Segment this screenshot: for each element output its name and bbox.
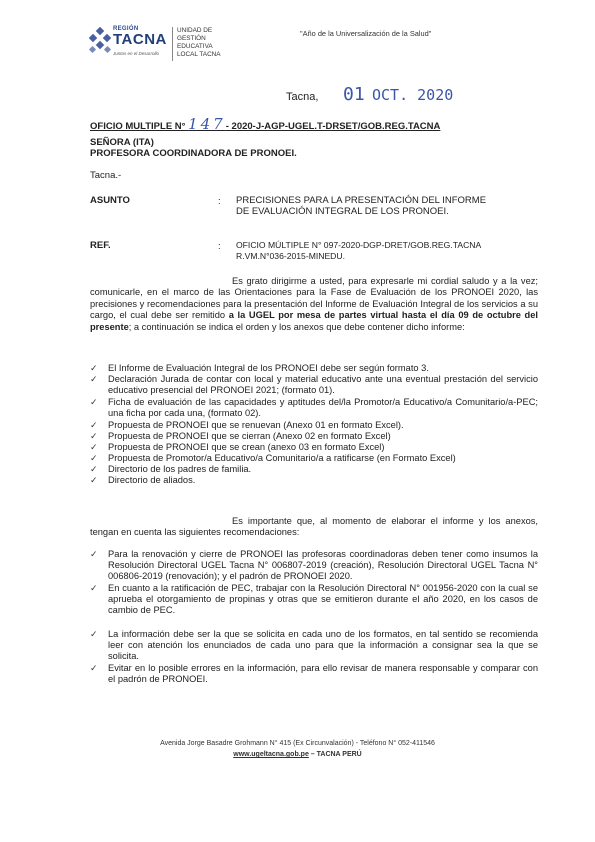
- ref-line: R.VM.N°036-2015-MINEDU.: [236, 251, 345, 261]
- year-motto: "Año de la Universalización de la Salud": [300, 29, 432, 38]
- logo-tacna-label: TACNA: [113, 31, 167, 48]
- annex-text: Declaración Jurada de contar con local y material educativo ante una eventual prestación del servicio educativo presencial del PRONOEI 2021; (formato 01).: [108, 374, 538, 395]
- checkmark-icon: ✓: [90, 397, 98, 407]
- asunto-colon: :: [218, 196, 221, 207]
- logo-divider: [172, 27, 173, 61]
- footer-location: – TACNA PERÚ: [308, 751, 362, 758]
- logo-region-label: REGIÓN: [113, 26, 139, 32]
- annex-text: El Informe de Evaluación Integral de los PRONOEI debe ser según formato 3.: [108, 363, 429, 373]
- asunto-line: PRECISIONES PARA LA PRESENTACIÓN DEL INFORME: [236, 195, 487, 206]
- unit-name: [177, 27, 257, 59]
- recommendation-item: [90, 549, 538, 582]
- checkmark-icon: ✓: [90, 453, 98, 463]
- date-month-stamp: OCT. 2020: [372, 86, 454, 104]
- intro-text-1: Es grato dirigirme a usted, para expresarle mi cordial saludo y a la vez; comunicarle, en el marco de las Orientaciones para la Fase de Evaluación de los PRONOEI 2020, las precisiones y recomendaciones para la presentación del Informe de Evaluación Integral de los servicios a su cargo, el cual debe ser remitido: [90, 276, 538, 321]
- checkmark-icon: ✓: [90, 663, 98, 673]
- checkmark-icon: ✓: [90, 549, 98, 559]
- ref-text: [236, 240, 536, 262]
- annex-item: [90, 420, 538, 431]
- date-city: Tacna,: [286, 91, 319, 103]
- addressee: [90, 137, 297, 159]
- checkmark-icon: ✓: [90, 629, 98, 639]
- annex-item: [90, 442, 538, 453]
- unit-line: EDUCATIVA: [177, 43, 213, 50]
- oficio-number-handwritten: 147: [188, 115, 226, 133]
- annex-text: Propuesta de PRONOEI que se renuevan (Anexo 01 en formato Excel).: [108, 420, 404, 430]
- footer-website-link[interactable]: www.ugeltacna.gob.pe: [233, 751, 309, 758]
- asunto-line: DE EVALUACIÓN INTEGRAL DE LOS PRONOEI.: [236, 206, 449, 217]
- annex-text: Directorio de aliados.: [108, 475, 196, 485]
- checkmark-icon: ✓: [90, 475, 98, 485]
- ref-line: OFICIO MÚLTIPLE N° 097-2020-DGP-DRET/GOB.REG.TACNA: [236, 240, 482, 250]
- recommendation-text: Para la renovación y cierre de PRONOEI las profesoras coordinadoras deben tener como insumos la Resolución Directoral UGEL Tacna N° 006807-2019 (creación), Resolución Directoral UGEL Tacna N° 006806-2019 (renovación); y el padrón de PRONOEI 2020.: [108, 549, 538, 581]
- annex-text: Propuesta de Promotor/a Educativo/a Comunitario/a a ratificarse (en Formato Excel): [108, 453, 456, 463]
- recommendation-text: Evitar en lo posible errores en la información, para ello revisar de manera responsable y comparar con el padrón de PRONOEI.: [108, 663, 538, 684]
- recommendation-text: La información debe ser la que se solicita en cada uno de los formatos, en tal sentido se recomienda leer con atención los enunciados de cada uno para que la información a consignar sea la que se solicita.: [108, 629, 538, 661]
- annex-item: [90, 464, 538, 475]
- recommendation-item: [90, 663, 538, 685]
- city-line: Tacna.-: [90, 170, 122, 181]
- recommendation-item: [90, 629, 538, 662]
- annex-item: [90, 397, 538, 419]
- checkmark-icon: ✓: [90, 420, 98, 430]
- checkmark-icon: ✓: [90, 442, 98, 452]
- checkmark-icon: ✓: [90, 363, 98, 373]
- asunto-label: ASUNTO: [90, 195, 130, 206]
- annex-text: Ficha de evaluación de las capacidades y aptitudes del/la Promotor/a Educativo/a Comunitario/a-PEC; una ficha por cada una, (formato 02).: [108, 397, 538, 418]
- checkmark-icon: ✓: [90, 431, 98, 441]
- logo-tagline: Juntos en el Desarrollo: [113, 51, 160, 56]
- oficio-prefix: OFICIO MULTIPLE N°: [90, 121, 186, 132]
- checkmark-icon: ✓: [90, 464, 98, 474]
- checkmark-icon: ✓: [90, 374, 98, 384]
- annex-text: Propuesta de PRONOEI que se cierran (Anexo 02 en formato Excel): [108, 431, 391, 441]
- unit-line: GESTIÓN: [177, 35, 206, 42]
- annex-item: [90, 374, 538, 396]
- oficio-suffix: - 2020-J-AGP-UGEL.T-DRSET/GOB.REG.TACNA: [225, 121, 441, 132]
- annex-item: [90, 363, 538, 374]
- intro-deadline: a la UGEL por mesa de partes virtual hasta el día 09 de octubre del presente: [90, 310, 538, 332]
- intro-paragraph: [90, 276, 538, 333]
- intro-text-2: ; a continuación se indica el orden y los anexos que debe contener dicho informe:: [128, 321, 465, 332]
- ref-label: REF.: [90, 240, 111, 251]
- region-tacna-logo-icon: [88, 27, 112, 57]
- ref-colon: :: [218, 241, 221, 252]
- checkmark-icon: ✓: [90, 583, 98, 593]
- unit-line: UNIDAD DE: [177, 27, 213, 34]
- oficio-heading: [90, 115, 440, 133]
- annex-item: [90, 475, 538, 486]
- annex-text: Propuesta de PRONOEI que se crean (anexo 03 en formato Excel): [108, 442, 385, 452]
- addressee-title: SEÑORA (ITA): [90, 137, 154, 148]
- recommendations-intro: Es importante que, al momento de elaborar el informe y los anexos, tengan en cuenta las siguientes recomendaciones:: [90, 516, 538, 538]
- annex-text: Directorio de los padres de familia.: [108, 464, 252, 474]
- recommendation-item: [90, 583, 538, 616]
- date-day-stamp: 01: [343, 84, 365, 105]
- footer-web: [0, 751, 595, 758]
- footer-address: Avenida Jorge Basadre Grohmann N° 415 (Ex Circunvalación) - Teléfono N° 052-411546: [160, 740, 435, 747]
- recommendation-text: En cuanto a la ratificación de PEC, trabajar con la Resolución Directoral N° 001956-2020 con la cual se aprueba el otorgamiento de propinas y otras que se emitieron durante el año 2020, en los casos de cambio de PEC.: [108, 583, 538, 615]
- addressee-role: PROFESORA COORDINADORA DE PRONOEI.: [90, 148, 297, 159]
- annex-item: [90, 431, 538, 442]
- unit-line: LOCAL TACNA: [177, 51, 221, 58]
- asunto-text: [236, 195, 516, 217]
- annex-item: [90, 453, 538, 464]
